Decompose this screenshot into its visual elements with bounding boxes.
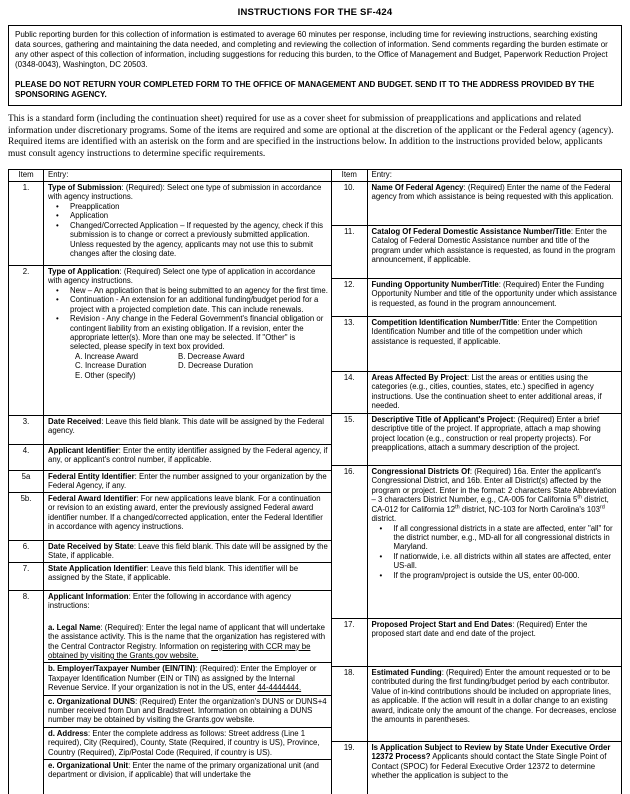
text-run: rd [599, 504, 605, 511]
table-row [332, 279, 622, 317]
sub-section [44, 759, 331, 782]
entry-paragraph [48, 267, 328, 286]
text-run: If nationwide, i.e. all districts within all states are affected, enter US-all. [393, 551, 611, 571]
entry-cell [44, 266, 332, 416]
option-line [75, 371, 328, 380]
bullet-list [48, 286, 328, 352]
text-run: : Enter the Catalog of Federal Domestic Assistance number and title of the program under which assistance is requested, as found in the program announcement, if applicable. [371, 227, 616, 265]
text-run: c. Organizational DUNS [48, 696, 136, 706]
entry-paragraph [372, 373, 619, 411]
text-run: Type of Submission [48, 183, 122, 193]
text-run: Federal Entity Identifier [48, 472, 135, 482]
intro-paragraph: This is a standard form (including the continuation sheet) required for use as a cover sheet for submission of preapplications and applications and related information under discretionary programs. Some of the items are required and some are optional at the discretion of the applicant or the Federal agency (agency). Required items are identified with an asterisk on the form and are specified in the instructions below. In addition to the instructions provided below, applicants must consult agency instructions to determine specific requirements. [8, 114, 614, 159]
text-run: : (Required): Enter the Employer or Taxpayer Identification Number (EIN or TIN) as assigned by the Internal Revenue Service. If your organization is not in the US, enter [48, 664, 317, 693]
text-run: Funding Opportunity Number/Title [371, 280, 499, 290]
table-row [332, 372, 622, 414]
entry-header-cell: Entry: [44, 170, 332, 182]
text-run: th [577, 494, 582, 501]
bullet-item [53, 211, 328, 220]
bullet-item [53, 314, 328, 352]
table-row [9, 562, 332, 590]
bullet-icon: • [379, 570, 383, 580]
entry-cell [367, 667, 622, 742]
bullet-item [53, 221, 328, 259]
text-run: : For new applications leave blank. For a continuation or revision to an existing award, enter the previously assigned Federal award identifier number. If a changed/corrected application, enter the Federal Identifier in accordance with agency instructions. [48, 494, 323, 532]
entry-paragraph [48, 564, 328, 583]
option-line [75, 352, 328, 361]
entry-paragraph [372, 227, 619, 265]
entry-paragraph [372, 183, 619, 202]
text-run: : (Required) Enter the amount requested or to be contributed during the first funding/budget period by each contributor. Value of in-kind contributions should be included on appropriate lines, as applicable. If the action will result in a dollar change to an existing award, indicate only the amount of the change. For decreases, enclose the amounts in parentheses. [371, 668, 617, 725]
bullet-icon: • [379, 523, 383, 533]
entry-cell [367, 317, 622, 372]
text-run: district. [371, 514, 397, 524]
entry-paragraph [48, 446, 328, 465]
text-run: : Enter the name of the primary organizational unit (and department or division, if applicable) that will undertake the [48, 760, 319, 780]
text-run: Applicants should contact the State Single Point of Contact (SPOC) for Federal Executive Order 12372 to determine whether the application is subject to the [371, 752, 607, 781]
text-run: : List the areas or entities using the categories (e.g., cities, counties, states, etc.) specified in agency instructions. Use the continuation sheet to enter additional areas, if needed. [371, 373, 602, 411]
option-line [75, 361, 328, 370]
entry-paragraph [372, 743, 619, 781]
option-label: E. Other (specify) [75, 370, 136, 380]
item-number-cell: 10. [332, 182, 367, 226]
bullet-icon: • [56, 220, 59, 230]
item-number-cell: 1. [9, 182, 44, 266]
entry-cell [367, 742, 622, 794]
bullet-item [377, 552, 619, 571]
option-label: C. Increase Duration [75, 361, 147, 371]
entry-paragraph [372, 620, 619, 639]
text-run: Application [70, 211, 109, 221]
table-row [332, 742, 622, 794]
text-run: : (Required) Enter the Funding Opportunity Number and title of the opportunity under which assistance is requested, as found in the program announcement. [371, 280, 617, 308]
text-run: : Leave this field blank. This date will be assigned by the Federal agency. [48, 417, 324, 436]
text-run: : Enter the number assigned to your organization by the Federal Agency, if any. [48, 472, 327, 491]
entry-cell [44, 590, 332, 794]
text-run: : Enter the Competition Identification Number and title of the competition under which assistance is requested, if applicable. [371, 318, 598, 346]
entry-cell [44, 471, 332, 493]
entry-cell [367, 279, 622, 317]
entry-cell [367, 414, 622, 466]
bullet-text [70, 202, 328, 211]
bullet-icon: • [56, 314, 59, 324]
page-title: INSTRUCTIONS FOR THE SF-424 [237, 7, 393, 18]
text-run: Federal Award Identifier [48, 494, 137, 504]
item-number-cell: 8. [9, 590, 44, 794]
item-number-cell: 5b. [9, 493, 44, 541]
bullet-icon: • [56, 285, 59, 295]
bullet-list [48, 202, 328, 258]
text-run: 44-4444444. [257, 683, 302, 693]
table-row [332, 414, 622, 466]
text-run: Applicant Information [48, 591, 129, 601]
table-row [332, 619, 622, 667]
text-run: New – An application that is being submitted to an agency for the first time. [70, 285, 328, 295]
entry-paragraph [48, 494, 328, 532]
table-row [9, 590, 332, 794]
instructions-table-left [8, 169, 332, 794]
item-number-cell: 16. [332, 466, 367, 619]
table-row [9, 416, 332, 445]
text-run: Changed/Corrected Application – If requested by the agency, check if this submission is to change or correct a previously submitted application. Unless requested by the agency, applicants may not use this to submit changes after the closing date. [70, 220, 323, 258]
text-run: Proposed Project Start and End Dates [371, 620, 513, 630]
table-header-row [9, 170, 332, 182]
item-number-cell: 5a [9, 471, 44, 493]
entry-cell [44, 541, 332, 563]
text-run: a. Legal Name [48, 622, 101, 632]
bullet-item [53, 202, 328, 211]
item-header-cell: Item [9, 170, 44, 182]
bullet-text [70, 286, 328, 295]
text-run: : Enter the entity identifier assigned by the Federal agency, if any, or applicant's control number, if applicable. [48, 446, 328, 465]
text-run: th [455, 504, 460, 511]
option-label: D. Decrease Duration [178, 361, 253, 371]
text-run: Date Received by State [48, 542, 134, 552]
bullet-text [394, 524, 619, 552]
text-run: : Leave this field blank. This date will be assigned by the State, if applicable. [48, 542, 328, 561]
entry-paragraph [372, 467, 619, 523]
table-row [332, 226, 622, 279]
entry-cell [367, 619, 622, 667]
text-run: : (Required) Enter a brief descriptive title of the project. If appropriate, attach a map showing project location (e.g., construction or real property projects). For preapplications, attach a summary description of the project. [371, 415, 601, 453]
entry-paragraph [48, 472, 328, 491]
item-number-cell: 7. [9, 562, 44, 590]
text-run: b. Employer/Taxpayer Number (EIN/TIN) [48, 664, 196, 674]
bullet-icon: • [56, 201, 59, 211]
item-number-cell: 11. [332, 226, 367, 279]
text-run: Congressional Districts Of [371, 467, 470, 477]
text-run: : Leave this field blank. This identifier will be assigned by the State, if applicable. [48, 563, 299, 583]
text-run: Date Received [48, 417, 102, 427]
text-run: Competition Identification Number/Title [371, 318, 518, 328]
text-run: Continuation - An extension for an additional funding/budget period for a project with a projected completion date. This can include renewals. [70, 295, 319, 314]
bullet-item [53, 295, 328, 314]
entry-cell [44, 493, 332, 541]
text-run: If the program/project is outside the US, enter 00-000. [393, 570, 580, 580]
text-run: : Enter the complete address as follows: Street address (Line 1 required), City (Required), County, State (Required, if country is US), Province, Country (Required), Zip/Postal Code (Required, if country is US). [48, 728, 320, 757]
item-number-cell: 18. [332, 667, 367, 742]
text-run: Revision - Any change in the Federal Government's financial obligation or contingent liability from an existing obligation. If a revision, enter the appropriate letter(s). More than one may be selected. If "Other" is selected, please specify in text box provided. [70, 314, 324, 352]
option-label: B. Decrease Award [178, 351, 245, 361]
text-run: Applicant Identifier [48, 446, 119, 456]
bullet-list [372, 524, 619, 580]
bullet-text [70, 314, 328, 352]
text-run: : (Required) 16a. Enter the applicant's Congressional District, and 16b. Enter all District(s) affected by the program or project. Enter in the format: 2 characters State Abbreviation – 3 characters District Number, e.g., CA-005 for California 5 [371, 467, 617, 505]
table-row [9, 266, 332, 416]
entry-cell [44, 562, 332, 590]
text-run: Estimated Funding [371, 668, 442, 678]
entry-cell [44, 445, 332, 471]
burden-notice-text: Public reporting burden for this collection of information is estimated to average 60 minutes per response, including time for reviewing instructions, searching existing data sources, gathering and maintaining the data needed, and completing and reviewing the collection of information. Send comments regarding the burden estimate or any other aspect of this collection of information, including suggestions for reducing this burden, to the Office of Management and Budget, Paperwork Reduction Project (0348-0043), Washington, DC 20503. [15, 30, 608, 69]
text-run: district, CA-012 for California 12 [371, 495, 609, 514]
entry-paragraph [372, 318, 619, 346]
entry-cell [367, 226, 622, 279]
sub-section [44, 591, 331, 613]
text-run: State Application Identifier [48, 563, 147, 573]
burden-notice-box [8, 25, 622, 106]
text-run: registering with CCR may be obtained by visiting the Grants.gov website. [48, 641, 311, 660]
text-run: Name Of Federal Agency [371, 183, 464, 193]
item-number-cell: 6. [9, 541, 44, 563]
entry-paragraph [48, 183, 328, 202]
entry-cell [367, 466, 622, 619]
text-run: : (Required) Enter the organization's DUNS or DUNS+4 number received from Dun and Bradstreet. Information on obtaining a DUNS number may be obtained by visiting the Grants.gov website. [48, 696, 327, 725]
item-header-cell: Item [332, 170, 367, 182]
bullet-item [377, 571, 619, 580]
bullet-item [53, 286, 328, 295]
bullet-text [70, 221, 328, 259]
bullet-text [70, 295, 328, 314]
option-list [75, 352, 328, 380]
sub-section [44, 622, 331, 663]
item-number-cell: 13. [332, 317, 367, 372]
entry-header-cell: Entry: [367, 170, 622, 182]
item-number-cell: 2. [9, 266, 44, 416]
item-number-cell: 17. [332, 619, 367, 667]
bullet-text [394, 552, 619, 571]
table-row [9, 471, 332, 493]
text-run: Is Application Subject to Review by State Under Executive Order 12372 Process? [371, 743, 611, 762]
text-run: Catalog Of Federal Domestic Assistance Number/Title [371, 227, 571, 237]
bullet-icon: • [56, 211, 59, 221]
table-header-row [332, 170, 622, 182]
entry-paragraph [48, 417, 328, 436]
table-row [332, 466, 622, 619]
option-label: A. Increase Award [75, 351, 139, 361]
sub-section [44, 727, 331, 759]
item-number-cell: 14. [332, 372, 367, 414]
text-run: : Enter the following in accordance with agency instructions: [48, 591, 292, 611]
text-run: : (Required) Enter the name of the Federal agency from which assistance is being requested with this application. [371, 183, 614, 202]
text-run: Type of Application [48, 267, 120, 277]
text-run: : (Required): Enter the legal name of applicant that will undertake the assistance activity. This is the name that the organization has registered with the Central Contractor Registry. Information on [48, 622, 326, 651]
entry-paragraph [372, 415, 619, 453]
item-number-cell: 3. [9, 416, 44, 445]
text-run: Areas Affected By Project [371, 373, 467, 383]
table-row [332, 317, 622, 372]
sub-section [44, 695, 331, 727]
bullet-text [394, 571, 619, 580]
text-run: Descriptive Title of Applicant's Project [371, 415, 514, 425]
sub-section [44, 662, 331, 694]
text-run: : (Required) Enter the proposed start date and end date of the project. [371, 620, 588, 639]
table-row [9, 445, 332, 471]
entry-paragraph [372, 280, 619, 308]
table-row [9, 541, 332, 563]
table-row [9, 493, 332, 541]
table-row [9, 182, 332, 266]
entry-cell [367, 182, 622, 226]
item-number-cell: 12. [332, 279, 367, 317]
text-run: e. Organizational Unit [48, 760, 129, 770]
text-run: d. Address [48, 728, 89, 738]
entry-paragraph [48, 542, 328, 561]
item-number-cell: 15. [332, 414, 367, 466]
bullet-icon: • [56, 295, 59, 305]
item-number-cell: 19. [332, 742, 367, 794]
text-run: : (Required): Select one type of submission in accordance with agency instructions. [48, 183, 322, 202]
instructions-table [8, 169, 622, 794]
table-row [332, 667, 622, 742]
item-number-cell: 4. [9, 445, 44, 471]
text-run: : (Required) Select one type of application in accordance with agency instructions. [48, 267, 316, 286]
text-run: If all congressional districts in a state are affected, enter "all" for the district number, e.g., MD-all for all congressional districts in Maryland. [393, 523, 613, 552]
return-instruction-text: PLEASE DO NOT RETURN YOUR COMPLETED FORM TO THE OFFICE OF MANAGEMENT AND BUDGET. SEND IT TO THE ADDRESS PROVIDED BY THE SPONSORING AGENCY. [15, 79, 595, 99]
bullet-item [377, 524, 619, 552]
bullet-icon: • [379, 551, 383, 561]
spacer [44, 613, 331, 622]
entry-paragraph [372, 668, 619, 724]
entry-cell [44, 182, 332, 266]
entry-cell [367, 372, 622, 414]
instructions-table-right [332, 169, 622, 794]
text-run: district, NC-103 for North Carolina's 103 [459, 504, 600, 514]
bullet-text [70, 211, 328, 220]
text-run: Preapplication [70, 201, 120, 211]
table-row [332, 182, 622, 226]
entry-cell [44, 416, 332, 445]
